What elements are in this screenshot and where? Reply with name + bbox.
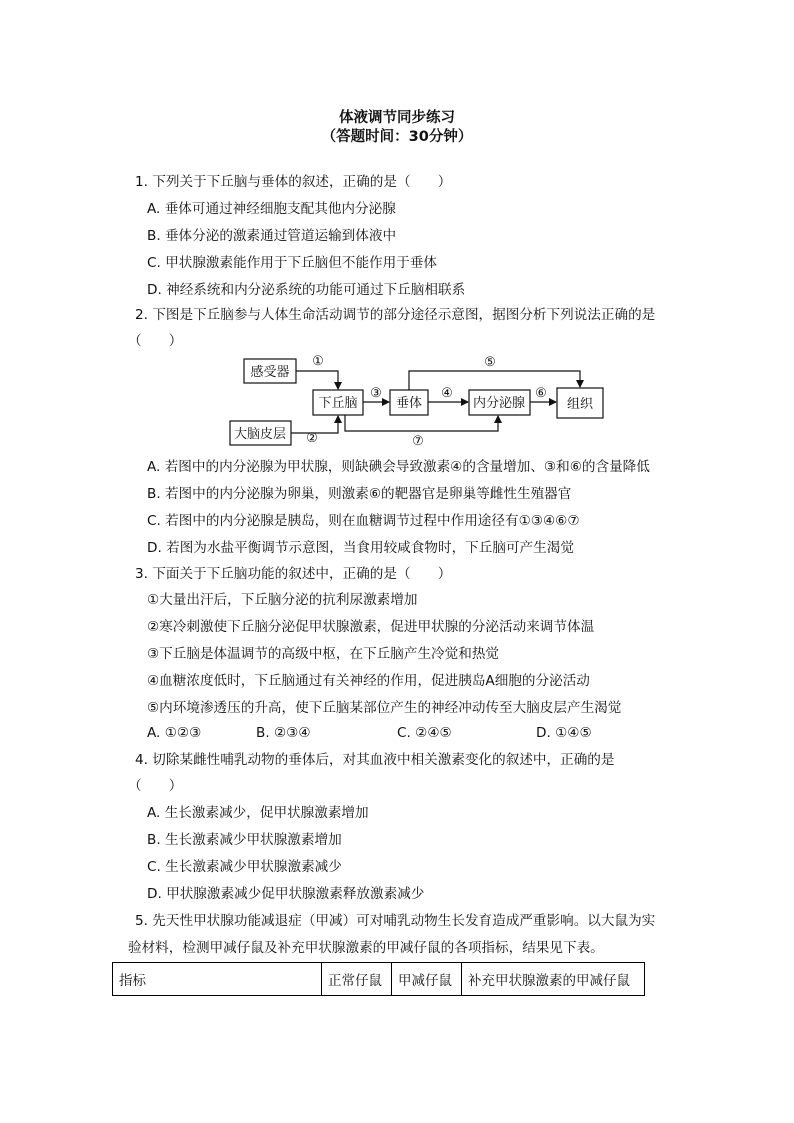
- table-header-hypothyroid-pups: 甲减仔鼠: [392, 963, 462, 996]
- table-header-row: [113, 963, 645, 996]
- document-subtitle: （答题时间：30分钟）: [321, 129, 473, 145]
- pathway-label-2: ②: [306, 431, 318, 446]
- pathway-label-6: ⑥: [535, 386, 547, 401]
- question-2-option-b: B. 若图中的内分泌腺为卵巢，则激素⑥的靶器官是卵巢等雌性生殖器官: [147, 486, 572, 502]
- question-4-option-a: A. 生长激素减少，促甲状腺激素增加: [147, 805, 369, 821]
- hypothalamus-label: 下丘脑: [318, 396, 358, 411]
- pathway-label-5: ⑤: [484, 355, 496, 370]
- receptor-label: 感受器: [250, 365, 290, 380]
- question-1-option-d: D. 神经系统和内分泌系统的功能可通过下丘脑相联系: [147, 282, 466, 298]
- document-title: 体液调节同步练习: [339, 110, 455, 126]
- question-3-option-d: D. ①④⑤: [536, 725, 592, 741]
- question-1-option-c: C. 甲状腺激素能作用于下丘脑但不能作用于垂体: [147, 255, 438, 271]
- question-3-stem: 3. 下面关于下丘脑功能的叙述中，正确的是（ ）: [135, 566, 452, 582]
- question-1-option-a: A. 垂体可通过神经细胞支配其他内分泌腺: [147, 201, 396, 217]
- question-2-stem: 2. 下图是下丘脑参与人体生命活动调节的部分途径示意图，据图分析下列说法正确的是: [135, 307, 656, 323]
- question-3-option-c: C. ②④⑤: [397, 725, 452, 741]
- pathway-label-1: ①: [312, 354, 324, 369]
- question-4-option-b: B. 生长激素减少甲状腺激素增加: [147, 832, 342, 848]
- question-4-option-d: D. 甲状腺激素减少促甲状腺激素释放激素减少: [147, 886, 425, 902]
- question-1-option-b: B. 垂体分泌的激素通过管道运输到体液中: [147, 228, 397, 244]
- question-3-option-a: A. ①②③: [147, 725, 202, 741]
- cerebral-cortex-label: 大脑皮层: [233, 427, 287, 442]
- tissue-label: 组织: [566, 397, 594, 412]
- question-3-statement-4: ④血糖浓度低时，下丘脑通过有关神经的作用，促进胰岛A细胞的分泌活动: [147, 673, 590, 689]
- pituitary-label: 垂体: [395, 396, 423, 411]
- question-2-option-a: A. 若图中的内分泌腺为甲状腺，则缺碘会导致激素④的含量增加、③和⑥的含量降低: [147, 459, 650, 475]
- question-3-option-b: B. ②③④: [256, 725, 311, 741]
- table-header-normal-pups: 正常仔鼠: [322, 963, 392, 996]
- table-header-supplemented-pups: 补充甲状腺激素的甲减仔鼠: [462, 963, 645, 996]
- question-2-bracket: （ ）: [128, 333, 183, 349]
- question-3-statement-3: ③下丘脑是体温调节的高级中枢，在下丘脑产生冷觉和热觉: [147, 646, 500, 662]
- question-3-statement-1: ①大量出汗后，下丘脑分泌的抗利尿激素增加: [147, 592, 418, 608]
- pathway-label-7: ⑦: [412, 434, 424, 449]
- question-5-stem-continued: 验材料，检测甲减仔鼠及补充甲状腺激素的甲减仔鼠的各项指标，结果见下表。: [128, 940, 604, 956]
- question-4-stem: 4. 切除某雌性哺乳动物的垂体后，对其血液中相关激素变化的叙述中，正确的是: [135, 752, 615, 768]
- pathway-label-3: ③: [370, 386, 382, 401]
- question-2-option-c: C. 若图中的内分泌腺是胰岛，则在血糖调节过程中作用途径有①③④⑥⑦: [147, 513, 580, 529]
- question-5-stem: 5. 先天性甲状腺功能减退症（甲减）可对哺乳动物生长发育造成严重影响。以大鼠为实: [135, 913, 656, 929]
- question-2-option-d: D. 若图为水盐平衡调节示意图，当食用较咸食物时，下丘脑可产生渴觉: [147, 540, 574, 556]
- endocrine-gland-label: 内分泌腺: [472, 396, 526, 411]
- table-header-indicator: 指标: [113, 963, 322, 996]
- question-4-option-c: C. 生长激素减少甲状腺激素减少: [147, 859, 342, 875]
- question-4-bracket: （ ）: [128, 778, 183, 794]
- question-3-statement-5: ⑤内环境渗透压的升高，使下丘脑某部位产生的神经冲动传至大脑皮层产生渴觉: [147, 700, 622, 716]
- question-1-stem: 1. 下列关于下丘脑与垂体的叙述，正确的是（ ）: [135, 174, 452, 190]
- pathway-label-4: ④: [441, 386, 453, 401]
- results-table: [112, 962, 645, 996]
- question-3-statement-2: ②寒冷刺激使下丘脑分泌促甲状腺激素，促进甲状腺的分泌活动来调节体温: [147, 619, 595, 635]
- regulation-pathway-diagram: [228, 350, 608, 450]
